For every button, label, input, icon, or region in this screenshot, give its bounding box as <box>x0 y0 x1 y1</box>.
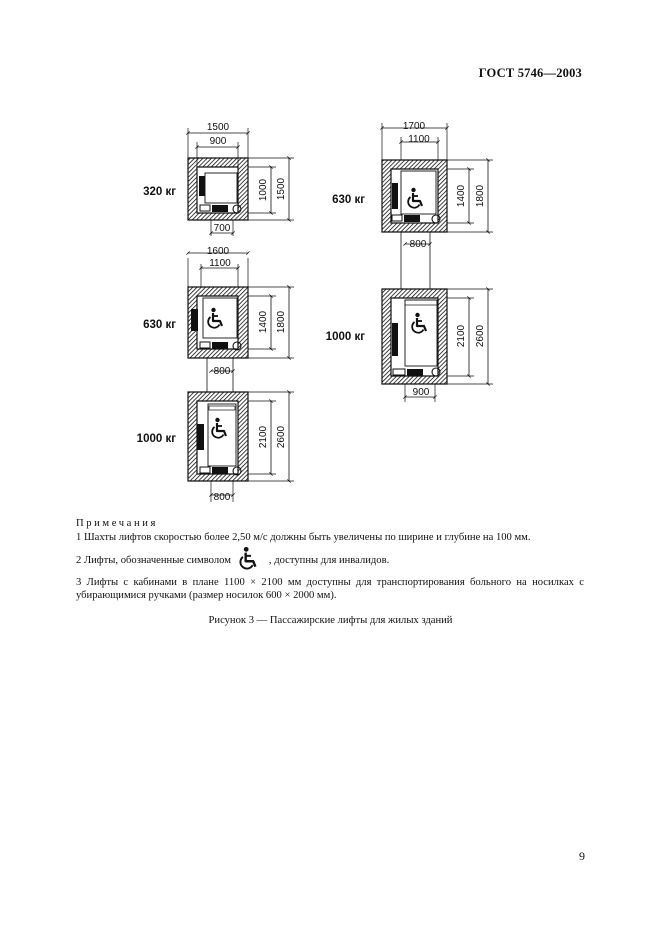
page-number: 9 <box>579 849 585 863</box>
wheelchair-icon <box>208 308 222 328</box>
note-2-text-start: 2 Лифты, обозначенные символом <box>76 554 231 566</box>
wheelchair-icon <box>237 545 263 571</box>
dim-1000-right-door: 900 <box>412 387 430 398</box>
dim-1000-left-door: 800 <box>213 492 231 503</box>
dim-630-right-outer-width: 1700 <box>402 121 426 132</box>
note-1: 1 Шахты лифтов скоростью более 2,50 м/с должны быть увеличены по ширине и глубине на 100 мм. <box>76 532 531 543</box>
dim-320-outer-depth: 1500 <box>276 177 287 201</box>
dim-630-left-door: 800 <box>213 366 231 377</box>
wheelchair-icon <box>412 313 426 333</box>
dim-1000-left-inner-depth: 2100 <box>258 425 269 449</box>
notes-block <box>76 517 584 602</box>
label-630kg-right: 630 кг <box>332 194 365 206</box>
note-3: 3 Лифты с кабинами в плане 1100 × 2100 мм доступны для транспортирования больного на носилках с убирающимися ручками (размер носилок 600 × 2000 мм). <box>76 577 584 601</box>
dim-1000-right-outer-depth: 2600 <box>475 324 486 348</box>
dim-630-left-outer-width: 1600 <box>206 246 230 257</box>
dim-630-left-outer-depth: 1800 <box>276 310 287 334</box>
dim-320-door: 700 <box>213 223 231 234</box>
dim-320-outer-width: 1500 <box>206 122 230 133</box>
wheelchair-icon <box>408 188 422 208</box>
dim-1000-right-inner-depth: 2100 <box>456 324 467 348</box>
dim-630-right-inner-depth: 1400 <box>456 184 467 208</box>
note-2-text-end: , доступны для инвалидов. <box>268 554 390 566</box>
label-630kg-left: 630 кг <box>143 319 176 331</box>
dim-320-inner-width: 900 <box>209 136 227 147</box>
shaft-1000kg-right <box>382 289 447 384</box>
dim-320-inner-depth: 1000 <box>258 178 269 202</box>
dim-630-right-door: 800 <box>409 239 427 250</box>
dim-630-right-outer-depth: 1800 <box>475 184 486 208</box>
document-code: ГОСТ 5746—2003 <box>478 66 582 80</box>
note-2 <box>76 553 584 567</box>
wheelchair-icon <box>212 418 226 438</box>
shaft-630kg-right <box>382 160 447 232</box>
label-320kg: 320 кг <box>143 186 176 198</box>
notes-title: Примечания <box>76 518 158 529</box>
dim-630-right-inner-width: 1100 <box>408 134 430 145</box>
dim-630-left-inner-width: 1100 <box>209 258 231 269</box>
dim-630-left-inner-depth: 1400 <box>258 310 269 334</box>
label-1000kg-left: 1000 кг <box>136 433 176 445</box>
dim-1000-left-outer-depth: 2600 <box>276 425 287 449</box>
shaft-1000kg-left <box>188 392 248 481</box>
label-1000kg-right: 1000 кг <box>325 331 365 343</box>
shaft-630kg-left <box>188 287 248 358</box>
figure-caption: Рисунок 3 — Пассажирские лифты для жилых зданий <box>208 615 453 626</box>
